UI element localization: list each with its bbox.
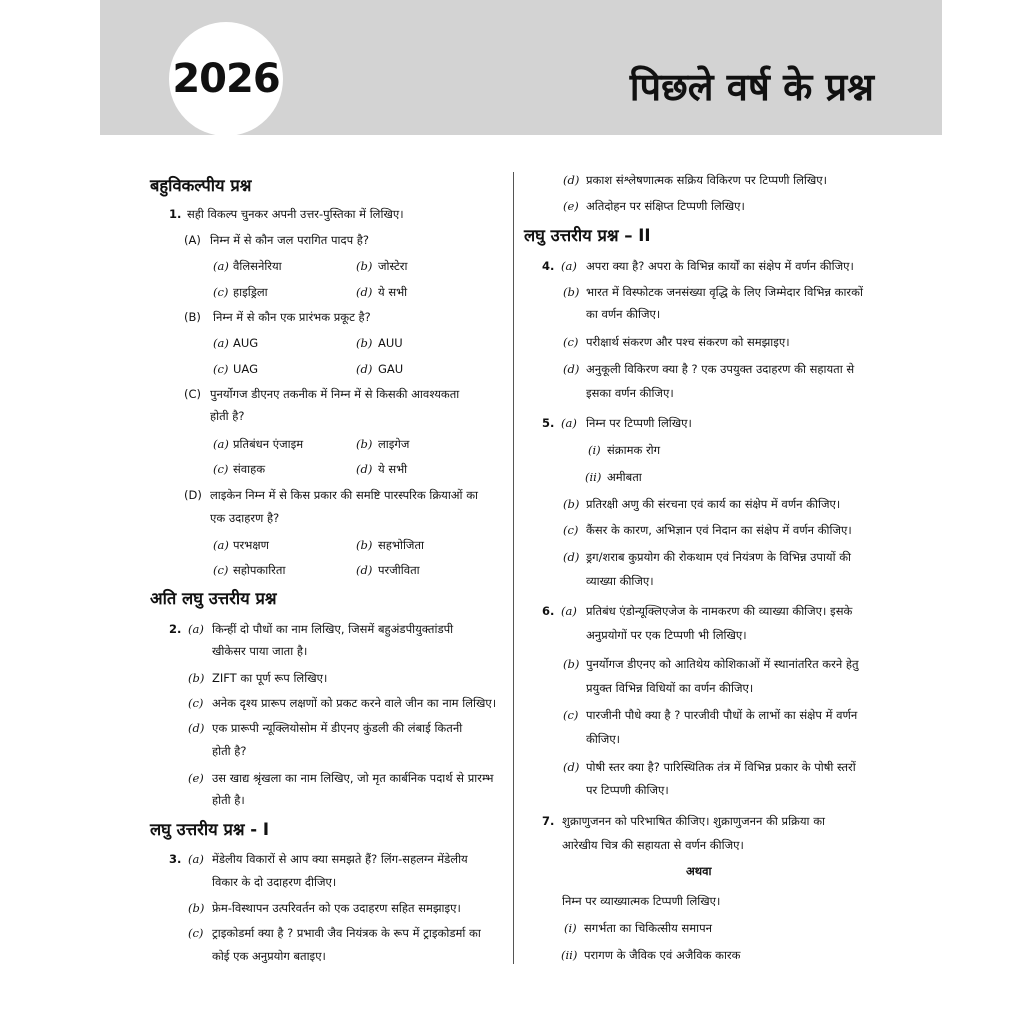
option-text: ये सभी (378, 462, 408, 476)
option-label: (ii) (561, 948, 578, 962)
question-text: प्रतिबंध एंडोन्यूक्लिएजेज के नामकरण की व्याख्या कीजिए। इसके (586, 604, 853, 618)
question-text: फ्रेम-विस्थापन उत्परिवर्तन को एक उदाहरण सहित समझाइए। (212, 901, 461, 915)
option-label: (d) (188, 721, 205, 735)
question-text: अनुप्रयोगों पर एक टिप्पणी भी लिखिए। (586, 628, 747, 642)
option-label: (c) (188, 926, 204, 940)
option-text: परभक्षण (233, 538, 269, 552)
question-text: पारजीनी पौधे क्या है ? पारजीवी पौधों के लाभों का संक्षेप में वर्णन (586, 708, 858, 722)
option-label: (c) (213, 285, 229, 299)
question-text: अपरा क्या है? अपरा के विभिन्न कार्यों का संक्षेप में वर्णन कीजिए। (586, 259, 854, 273)
option-label: (ii) (585, 470, 602, 484)
question-number: 2. (169, 622, 182, 636)
column-divider (513, 172, 514, 964)
option-text: सहभोजिता (378, 538, 424, 552)
option-label: (e) (563, 199, 579, 213)
question-text: प्रयुक्त विभिन्न विधियों का वर्णन कीजिए। (586, 681, 754, 695)
question-text: पोषी स्तर क्या है? पारिस्थितिक तंत्र में विभिन्न प्रकार के पोषी स्तरों (586, 760, 856, 774)
question-text: परीक्षार्थ संकरण और पश्च संकरण को समझाइए। (586, 335, 790, 349)
question-text: निम्न पर व्याख्यात्मक टिप्पणी लिखिए। (562, 894, 721, 908)
question-text: सही विकल्प चुनकर अपनी उत्तर-पुस्तिका में लिखिए। (187, 207, 404, 221)
or-label: अथवा (686, 864, 712, 878)
question-text: होती है? (212, 744, 247, 758)
question-text: प्रतिरक्षी अणु की संरचना एवं कार्य का संक्षेप में वर्णन कीजिए। (586, 497, 841, 511)
option-label: (b) (563, 285, 580, 299)
option-label: (a) (561, 416, 577, 430)
question-text: एक प्रारूपी न्यूक्लियोसोम में डीएनए कुंडली की लंबाई कितनी (212, 721, 463, 735)
option-text: AUU (378, 336, 403, 350)
option-label: (d) (563, 550, 580, 564)
question-number: 7. (542, 814, 555, 828)
option-label: (d) (356, 362, 373, 376)
option-text: GAU (378, 362, 404, 376)
question-text: पुनर्योगज डीएनए को आतिथेय कोशिकाओं में स्थानांतरित करने हेतु (586, 657, 859, 671)
question-number: 4. (542, 259, 555, 273)
option-label: (e) (188, 771, 204, 785)
question-text: पर टिप्पणी कीजिए। (586, 783, 669, 797)
option-label: (b) (188, 671, 205, 685)
question-text: का वर्णन कीजिए। (586, 307, 661, 321)
question-number: 6. (542, 604, 555, 618)
question-text: सगर्भता का चिकित्सीय समापन (584, 921, 712, 935)
option-label: (a) (188, 852, 204, 866)
option-label: (d) (563, 173, 580, 187)
option-label: (c) (213, 563, 229, 577)
question-text: अनुकूली विकिरण क्या है ? एक उपयुक्त उदाहरण की सहायता से (586, 362, 855, 376)
question-text: खीकेसर पाया जाता है। (212, 644, 308, 658)
option-label: (b) (356, 538, 373, 552)
option-label: (c) (213, 462, 229, 476)
question-text: उस खाद्य श्रृंखला का नाम लिखिए, जो मृत कार्बनिक पदार्थ से प्रारम्भ (212, 771, 494, 785)
question-text: शुक्राणुजनन को परिभाषित कीजिए। शुक्राणुजनन की प्रक्रिया का (562, 814, 826, 828)
option-label: (d) (563, 760, 580, 774)
question-text: निम्न पर टिप्पणी लिखिए। (586, 416, 692, 430)
question-text: विकार के दो उदाहरण दीजिए। (212, 875, 337, 889)
sub-question-label: (D) (184, 488, 202, 502)
section-heading: लघु उत्तरीय प्रश्न - I (150, 820, 269, 839)
option-label: (c) (213, 362, 229, 376)
option-text: सहोपकारिता (233, 563, 286, 577)
question-text: आरेखीय चित्र की सहायता से वर्णन कीजिए। (562, 838, 744, 852)
sub-question-text: पुनर्योगज डीएनए तकनीक में निम्न में से किसकी आवश्यकता (210, 387, 460, 401)
question-number: 1. (169, 207, 182, 221)
option-label: (a) (213, 437, 229, 451)
question-text: अमीबता (607, 470, 642, 484)
option-text: UAG (233, 362, 258, 376)
question-text: व्याख्या कीजिए। (586, 574, 654, 588)
option-label: (b) (563, 657, 580, 671)
question-text: परागण के जैविक एवं अजैविक कारक (584, 948, 741, 962)
question-text: ड्रग/शराब कुप्रयोग की रोकथाम एवं नियंत्रण के विभिन्न उपायों की (586, 550, 852, 564)
question-text: ZIFT का पूर्ण रूप लिखिए। (212, 671, 328, 685)
option-label: (b) (356, 437, 373, 451)
question-text: किन्हीं दो पौधों का नाम लिखिए, जिसमें बहुअंडपीयुक्तांडपी (212, 622, 454, 636)
option-label: (a) (213, 538, 229, 552)
question-number: 3. (169, 852, 182, 866)
option-label: (d) (356, 462, 373, 476)
option-label: (d) (356, 563, 373, 577)
option-label: (i) (564, 921, 577, 935)
option-label: (a) (213, 259, 229, 273)
sub-question-text: निम्न में से कौन जल परागित पादप है? (210, 233, 369, 247)
option-label: (a) (213, 336, 229, 350)
option-label: (b) (356, 336, 373, 350)
option-label: (c) (563, 335, 579, 349)
option-label: (a) (561, 604, 577, 618)
question-text: कोई एक अनुप्रयोग बताइए। (212, 949, 326, 963)
sub-question-text: होती है? (210, 409, 245, 423)
option-label: (c) (188, 696, 204, 710)
sub-question-text: निम्न में से कौन एक प्रारंभक प्रकूट है? (213, 310, 371, 324)
sub-question-label: (B) (184, 310, 201, 324)
option-label: (i) (588, 443, 601, 457)
page-title: पिछले वर्ष के प्रश्न (629, 65, 874, 109)
option-text: जोस्टेरा (378, 259, 408, 273)
section-heading: अति लघु उत्तरीय प्रश्न (150, 589, 277, 608)
sub-question-label: (A) (184, 233, 201, 247)
option-label: (c) (563, 708, 579, 722)
option-text: परजीविता (378, 563, 420, 577)
option-text: प्रतिबंधन एंजाइम (233, 437, 304, 451)
year-badge (169, 22, 283, 136)
sub-question-label: (C) (184, 387, 202, 401)
question-text: भारत में विस्फोटक जनसंख्या वृद्धि के लिए जिम्मेदार विभिन्न कारकों (586, 285, 863, 299)
option-text: हाइड्रिला (233, 285, 268, 299)
sub-question-text: एक उदाहरण है? (210, 511, 280, 525)
option-label: (c) (563, 523, 579, 537)
question-text: ट्राइकोडर्मा क्या है ? प्रभावी जैव नियंत्रक के रूप में ट्राइकोडर्मा का (212, 926, 481, 940)
option-label: (a) (561, 259, 577, 273)
option-text: संवाहक (233, 462, 266, 476)
section-heading: बहुविकल्पीय प्रश्न (150, 176, 252, 195)
option-text: वैलिसनेरिया (233, 259, 282, 273)
option-label: (b) (563, 497, 580, 511)
question-text: अतिदोहन पर संक्षिप्त टिप्पणी लिखिए। (586, 199, 745, 213)
question-text: कीजिए। (586, 732, 621, 746)
question-text: होती है। (212, 793, 245, 807)
option-label: (d) (356, 285, 373, 299)
question-text: मेंडेलीय विकारों से आप क्या समझते हैं? लिंग-सहलग्न मेंडेलीय (212, 852, 468, 866)
question-text: अनेक दृश्य प्रारूप लक्षणों को प्रकट करने वाले जीन का नाम लिखिए। (212, 696, 497, 710)
question-text: कैंसर के कारण, अभिज्ञान एवं निदान का संक्षेप में वर्णन कीजिए। (586, 523, 852, 537)
option-text: ये सभी (378, 285, 408, 299)
sub-question-text: लाइकेन निम्न में से किस प्रकार की समष्टि पारस्परिक क्रियाओं का (210, 488, 479, 502)
question-text: इसका वर्णन कीजिए। (586, 386, 674, 400)
year-text: 2026 (172, 56, 280, 102)
question-text: संक्रामक रोग (607, 443, 661, 457)
option-label: (a) (188, 622, 204, 636)
option-label: (b) (356, 259, 373, 273)
option-label: (b) (188, 901, 205, 915)
section-heading: लघु उत्तरीय प्रश्न – II (524, 226, 651, 245)
option-text: AUG (233, 336, 259, 350)
option-label: (d) (563, 362, 580, 376)
option-text: लाइगेज (378, 437, 410, 451)
question-text: प्रकाश संश्लेषणात्मक सक्रिय विकिरण पर टिप्पणी लिखिए। (586, 173, 828, 187)
question-number: 5. (542, 416, 555, 430)
